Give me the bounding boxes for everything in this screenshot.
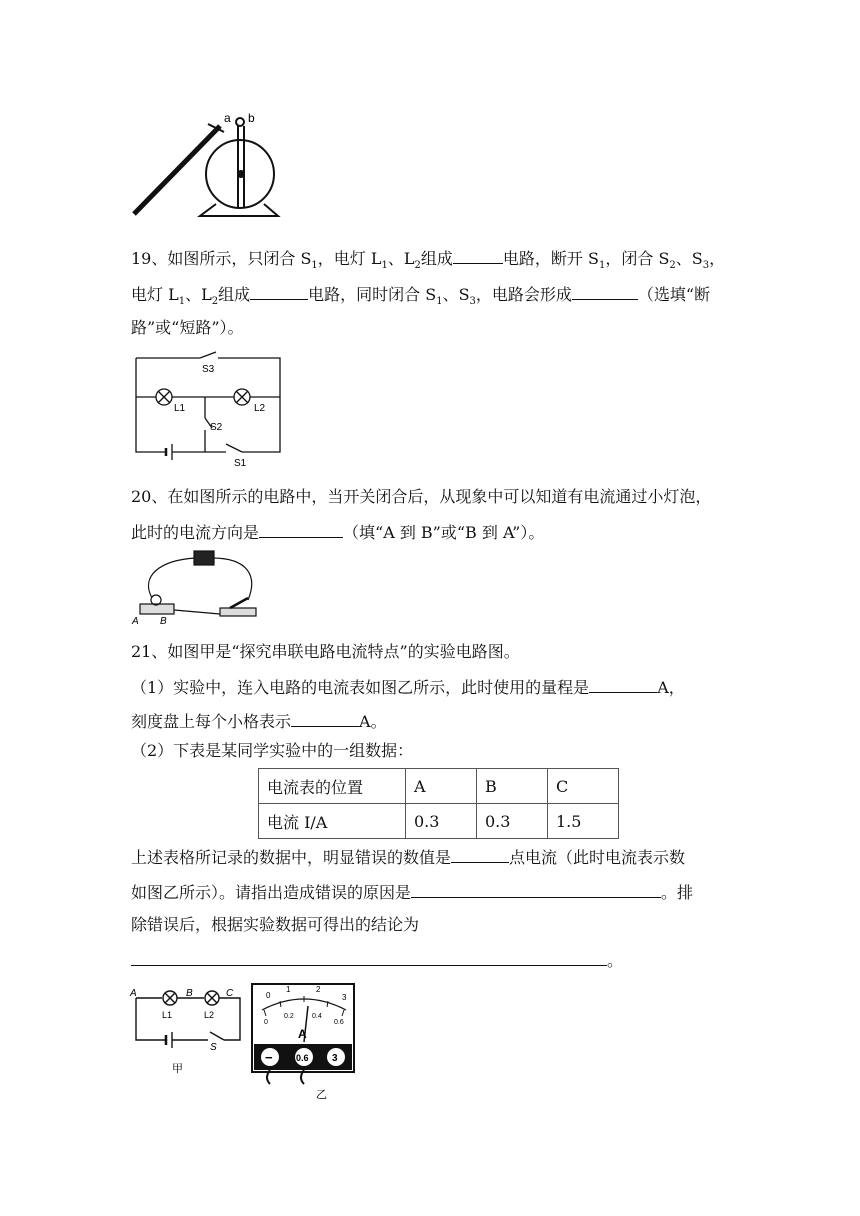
yi-scale-big-3: 3 (342, 993, 347, 1002)
q21-after-line4: 。 (131, 949, 623, 971)
table-row (259, 769, 619, 804)
q21-part1-line2: 刻度盘上每个小格表示 A。 (131, 712, 387, 731)
gen-label-b: b (248, 111, 255, 125)
q19-blank-2[interactable] (250, 283, 308, 300)
q19-label-s3: S3 (202, 364, 215, 375)
yi-scale-big-2: 2 (316, 985, 321, 994)
q21-after-line1: 上述表格所记录的数据中，明显错误的数值是 点电流（此时电流表示数 (131, 848, 686, 867)
jia-label-l1: L1 (162, 1010, 173, 1020)
q20-circuit-figure (130, 546, 266, 628)
gen-label-a: a (224, 111, 231, 125)
q19-label-l1: L1 (174, 403, 186, 414)
q21-blank-range[interactable] (589, 676, 657, 693)
table-header-cell: B (477, 769, 548, 804)
jia-label-s: S (210, 1042, 217, 1053)
generator-figure (128, 108, 298, 220)
table-cell: 0.3 (477, 804, 548, 839)
yi-caption: 乙 (316, 1089, 327, 1100)
q19-label-l2: L2 (254, 403, 266, 414)
q21-blank-division[interactable] (291, 710, 359, 727)
q21-blank-wrong-point[interactable] (451, 846, 509, 863)
yi-scale-big-0: 0 (266, 991, 271, 1000)
q19-line-2: 电灯 $L_1$、$L_2$组成 电路，同时闭合 $S_1$、$S_3$，电路会形成 （选填“断 (131, 285, 711, 308)
q19-label-s1: S1 (234, 458, 247, 469)
jia-caption: 甲 (172, 1063, 183, 1075)
q21-intro: 21、如图甲是“探究串联电路电流特点”的实验电路图。 (131, 642, 520, 661)
yi-terminal-3: 3 (332, 1053, 338, 1064)
q19-blank-1[interactable] (453, 247, 503, 264)
data-table (258, 768, 619, 839)
q21-blank-conclusion[interactable] (131, 949, 607, 966)
yi-scale-small-0: 0 (264, 1019, 268, 1026)
yi-terminal-minus: − (265, 1050, 273, 1065)
yi-unit-label: A (298, 1027, 307, 1041)
table-cell: 电流 I/A (259, 804, 406, 839)
yi-scale-small-1: 0.2 (284, 1013, 294, 1020)
yi-scale-big-1: 1 (286, 985, 291, 994)
table-cell: 1.5 (548, 804, 619, 839)
q19-line-1: 19、如图所示，只闭合 $S_1$，电灯 $L_1$、$L_2$组成 电路，断开 $S_1$，闭合 $S_2$、$S_3$， (131, 249, 726, 272)
q21-part1-line1: （1）实验中，连入电路的电流表如图乙所示，此时使用的量程是 A， (131, 678, 685, 697)
table-header-cell: C (548, 769, 619, 804)
q20-label-b: B (160, 616, 167, 627)
jia-label-a: A (130, 988, 137, 999)
yi-scale-small-2: 0.4 (312, 1013, 322, 1020)
q21-after-line3: 除错误后，根据实验数据可得出的结论为 (131, 915, 420, 934)
table-cell: 0.3 (406, 804, 477, 839)
q21-blank-reason[interactable] (411, 881, 661, 898)
yi-terminal-06: 0.6 (296, 1053, 309, 1063)
q20-blank[interactable] (259, 521, 343, 538)
q19-blank-3[interactable] (572, 283, 638, 300)
table-header-cell: 电流表的位置 (259, 769, 406, 804)
q21-after-line2: 如图乙所示）。请指出造成错误的原因是 。排 (131, 883, 694, 902)
jia-label-l2: L2 (204, 1010, 215, 1020)
jia-circuit-figure (128, 984, 248, 1076)
table-row (259, 804, 619, 839)
yi-ammeter-figure (250, 982, 358, 1100)
jia-label-c: C (226, 988, 234, 999)
q20-label-a: A (132, 616, 139, 627)
q19-label-s2: S2 (210, 422, 223, 433)
q20-line-1: 20、在如图所示的电路中，当开关闭合后，从现象中可以知道有电流通过小灯泡， (131, 487, 712, 506)
yi-scale-small-3: 0.6 (334, 1019, 344, 1026)
q20-line-2: 此时的电流方向是 （填“A 到 B”或“B 到 A”）。 (131, 523, 545, 542)
jia-label-b: B (186, 988, 193, 999)
q19-line-3: 路”或“短路”）。 (131, 318, 244, 337)
q21-part2: （2）下表是某同学实验中的一组数据： (131, 741, 414, 760)
table-header-cell: A (406, 769, 477, 804)
q19-circuit-figure (130, 348, 284, 470)
